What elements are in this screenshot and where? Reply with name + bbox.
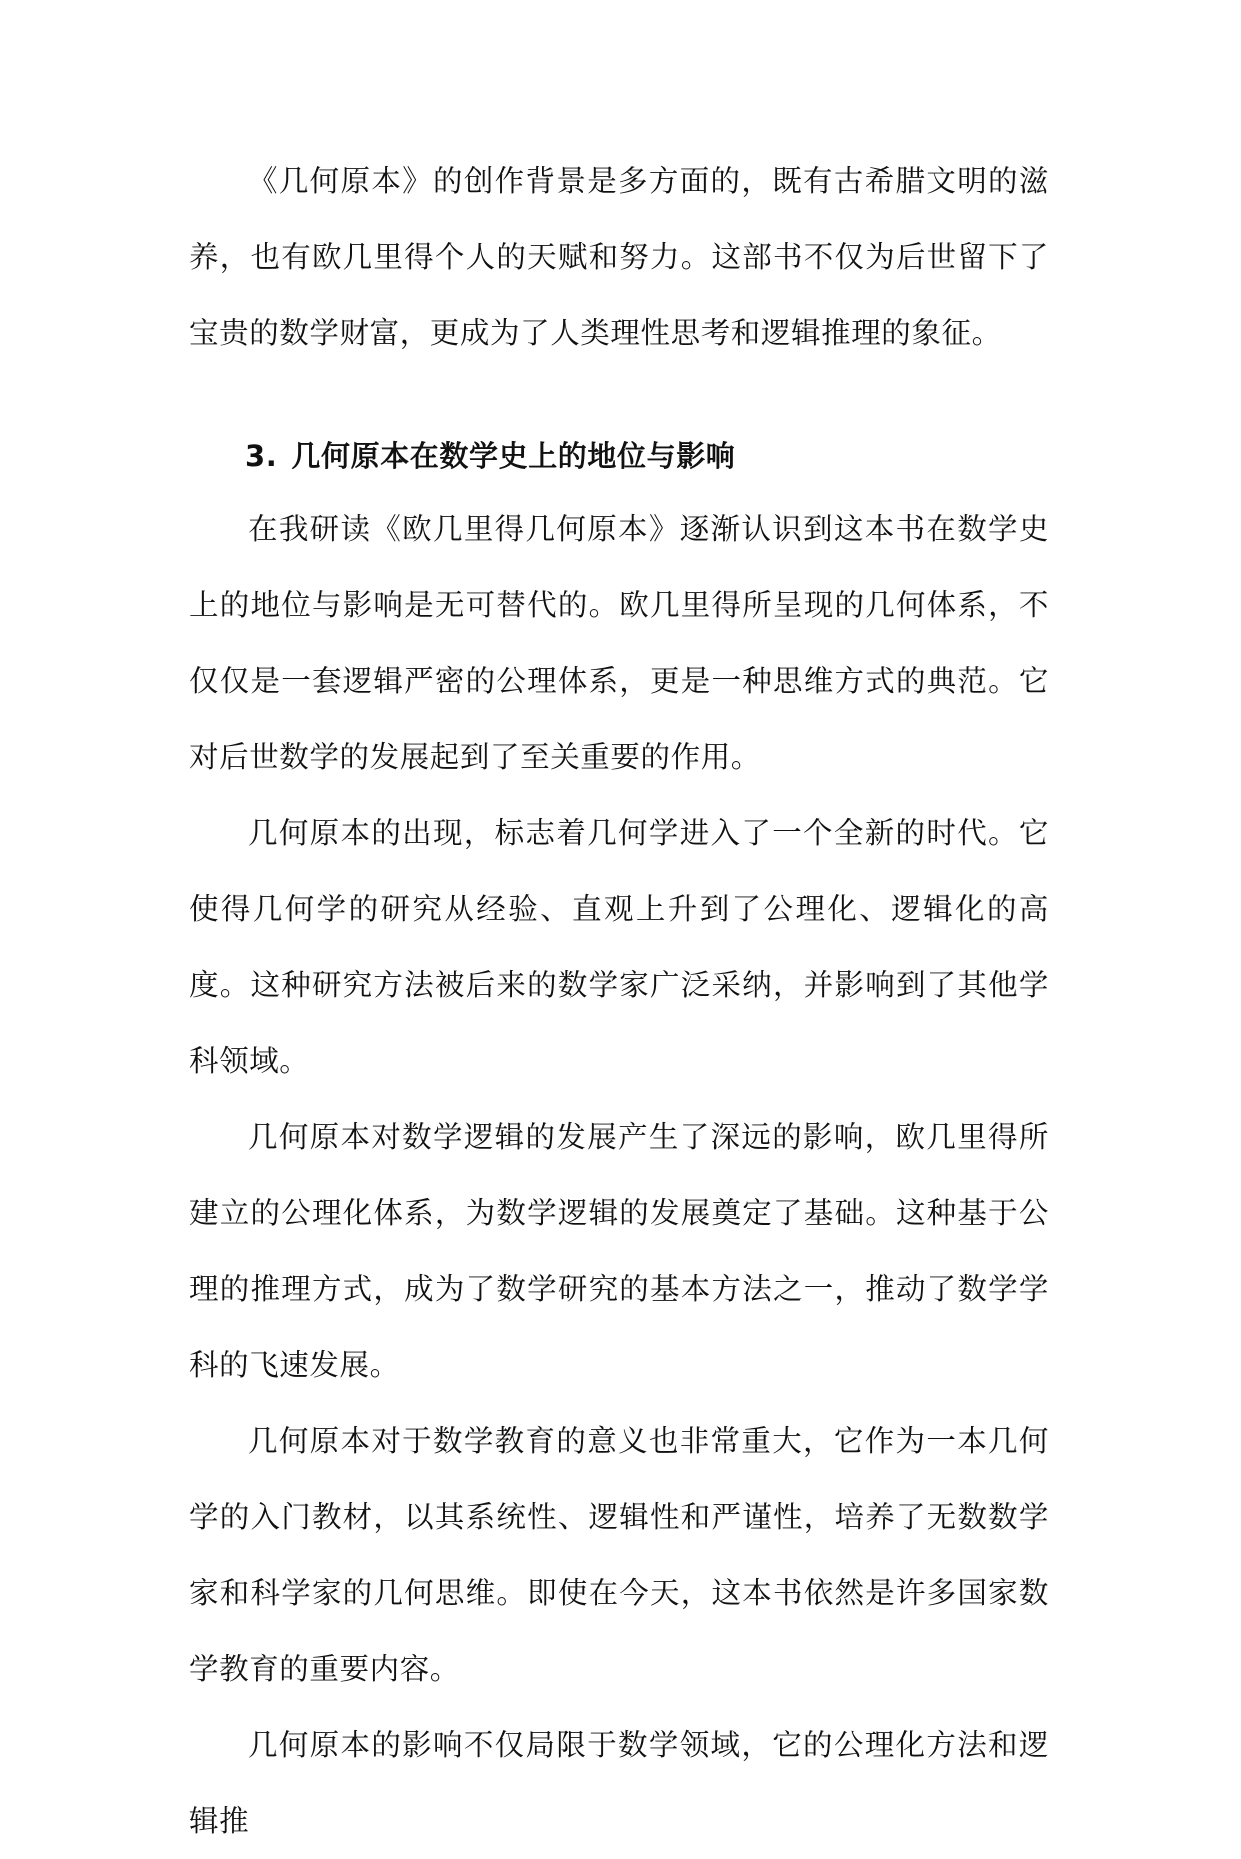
body-paragraph-3: 几何原本对数学逻辑的发展产生了深远的影响，欧几里得所建立的公理化体系，为数学逻辑的发展奠定了基础。这种基于公理的推理方式，成为了数学研究的基本方法之一，推动了数学学科的飞速发展。 — [189, 1120, 1049, 1382]
body-paragraph-1: 在我研读《欧几里得几何原本》逐渐认识到这本书在数学史上的地位与影响是无可替代的。欧几里得所呈现的几何体系，不仅仅是一套逻辑严密的公理体系，更是一种思维方式的典范。它对后世数学的发展起到了至关重要的作用。 — [189, 512, 1049, 774]
text-column — [189, 143, 1049, 1859]
section-title: 几何原本在数学史上的地位与影响 — [291, 439, 736, 473]
body-paragraph-5: 几何原本的影响不仅局限于数学领域，它的公理化方法和逻辑推 — [189, 1728, 1049, 1838]
body-paragraph-2: 几何原本的出现，标志着几何学进入了一个全新的时代。它使得几何学的研究从经验、直观上升到了公理化、逻辑化的高度。这种研究方法被后来的数学家广泛采纳，并影响到了其他学科领域。 — [189, 816, 1049, 1078]
intro-paragraph: 《几何原本》的创作背景是多方面的，既有古希腊文明的滋养，也有欧几里得个人的天赋和努力。这部书不仅为后世留下了宝贵的数学财富，更成为了人类理性思考和逻辑推理的象征。 — [189, 164, 1049, 350]
body-paragraph-4: 几何原本对于数学教育的意义也非常重大，它作为一本几何学的入门教材，以其系统性、逻辑性和严谨性，培养了无数数学家和科学家的几何思维。即使在今天，这本书依然是许多国家数学教育的重要内容。 — [189, 1424, 1049, 1686]
section-heading — [189, 421, 1049, 491]
section-number: 3. — [245, 439, 278, 473]
